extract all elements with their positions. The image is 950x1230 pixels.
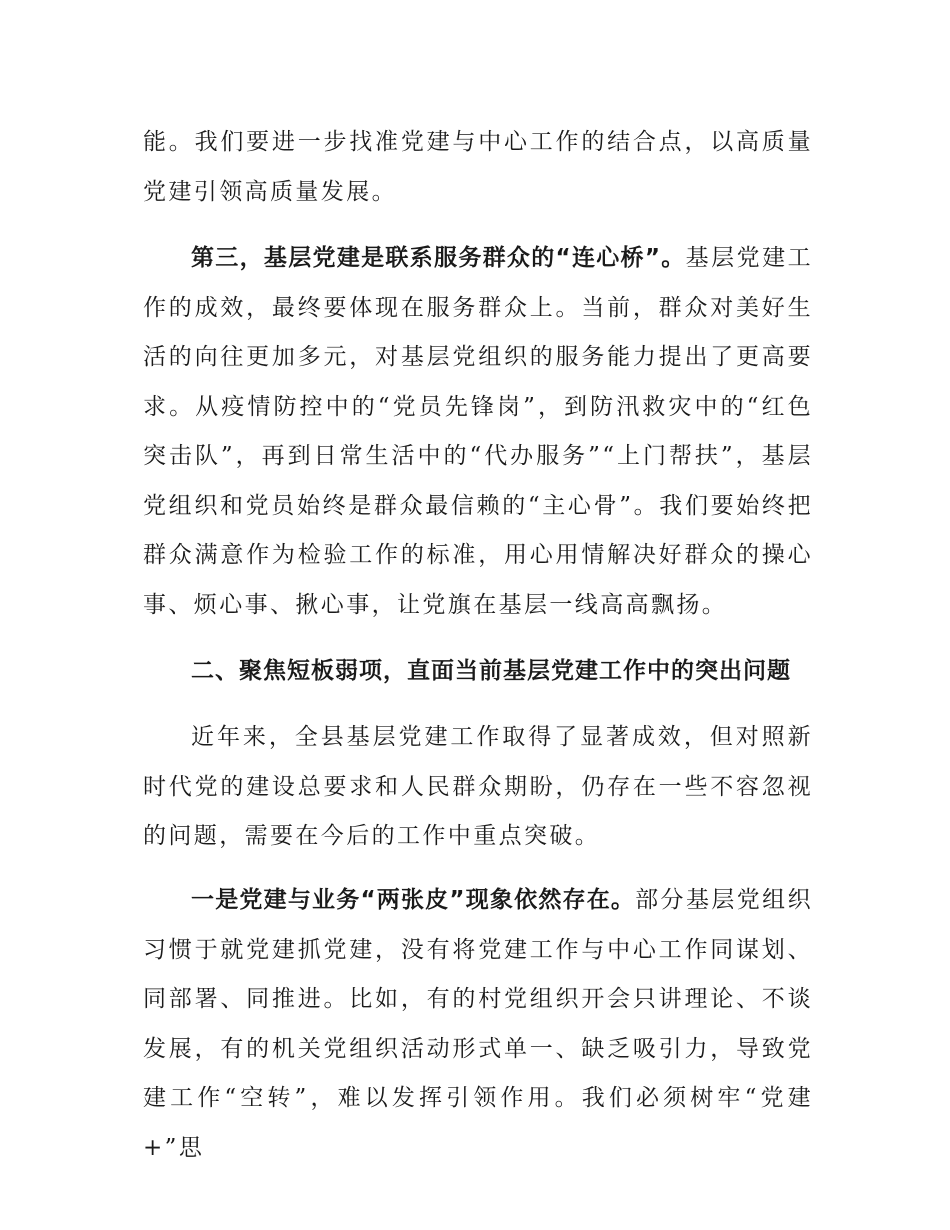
paragraph-text: 基层党建工作的成效，最终要体现在服务群众上。当前，群众对美好生活的向往更加多元，对基层党组织的服务能力提出了更高要求。从疫情防控中的“党员先锋岗”，到防汛救灾中的“红色突击队”，再到日常生活中的“代办服务”“上门帮扶”，基层党组织和党员始终是群众最信赖的“主心骨”。我们要始终把群众满意作为检验工作的标准，用心用情解决好群众的操心事、烦心事、揪心事，让党旗在基层一线高高飘扬。	[143, 245, 814, 618]
paragraph-intro	[143, 713, 813, 862]
paragraph-text: 近年来，全县基层党建工作取得了显著成效，但对照新时代党的建设总要求和人民群众期盼，仍存在一些不容忽视的问题，需要在今后的工作中重点突破。	[143, 724, 813, 849]
paragraph-text: 部分基层党组织习惯于就党建抓党建，没有将党建工作与中心工作同谋划、同部署、同推进。比如，有的村党组织开会只讲理论、不谈发展，有的机关党组织活动形式单一、缺乏吸引力，导致党建工作“空转”，难以发挥引领作用。我们必须树牢“党建+”思	[143, 887, 813, 1161]
section-heading: 二、聚焦短板弱项，直面当前基层党建工作中的突出问题	[191, 658, 791, 684]
paragraph-lead: 一是党建与业务“两张皮”现象依然存在。	[191, 887, 636, 913]
paragraph-first-problem	[143, 876, 813, 1173]
paragraph-third-point	[143, 234, 813, 630]
paragraph-continuation	[143, 118, 813, 217]
paragraph-text: 能。我们要进一步找准党建与中心工作的结合点，以高质量党建引领高质量发展。	[143, 129, 813, 205]
paragraph-lead: 第三，基层党建是联系服务群众的“连心桥”。	[191, 245, 686, 271]
